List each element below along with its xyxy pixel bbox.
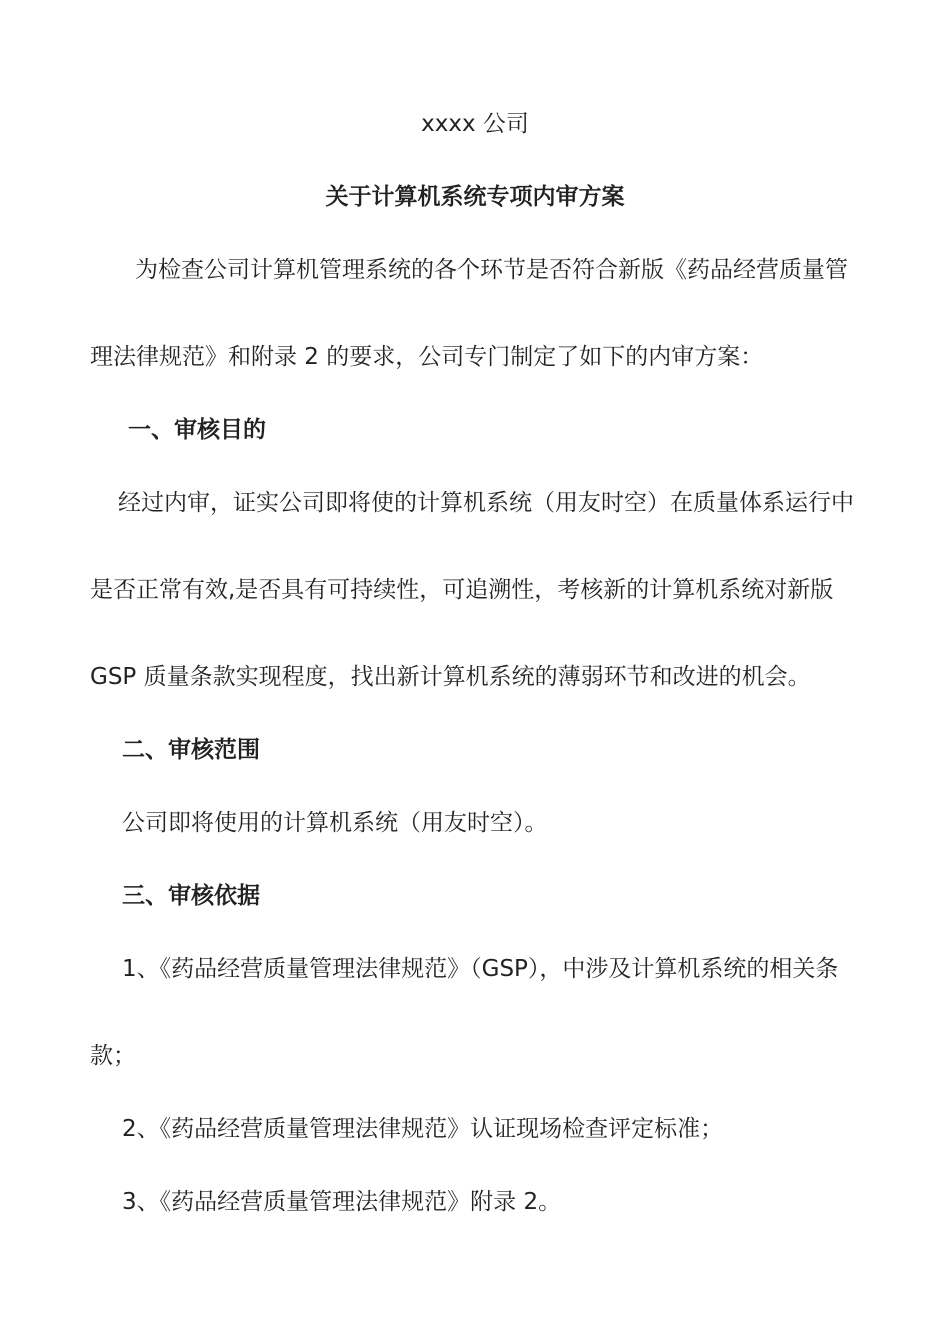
section-3-item-1-line-2: 款； [90,1043,136,1069]
company-name: xxxx 公司 [421,111,529,137]
section-1-line-3: GSP 质量条款实现程度，找出新计算机系统的薄弱环节和改进的机会。 [90,664,811,690]
section-3-item-1-line-1: 1、《药品经营质量管理法律规范》（GSP），中涉及计算机系统的相关条 [122,956,839,982]
section-1-heading: 一、审核目的 [128,417,266,443]
section-3-item-3: 3、《药品经营质量管理法律规范》附录 2。 [122,1189,562,1215]
intro-line-2: 理法律规范》和附录 2 的要求，公司专门制定了如下的内审方案： [90,344,764,370]
section-2-heading: 二、审核范围 [122,737,260,763]
section-3-heading: 三、审核依据 [122,883,260,909]
section-3-item-2: 2、《药品经营质量管理法律规范》认证现场检查评定标准； [122,1116,724,1142]
document-title: 关于计算机系统专项内审方案 [325,184,625,210]
section-1-line-2: 是否正常有效,是否具有可持续性，可追溯性，考核新的计算机系统对新版 [90,577,834,603]
section-2-line-1: 公司即将使用的计算机系统（用友时空）。 [122,810,548,836]
section-1-line-1: 经过内审，证实公司即将使的计算机系统（用友时空）在质量体系运行中 [118,490,854,516]
intro-line-1: 为检查公司计算机管理系统的各个环节是否符合新版《药品经营质量管 [135,257,848,283]
